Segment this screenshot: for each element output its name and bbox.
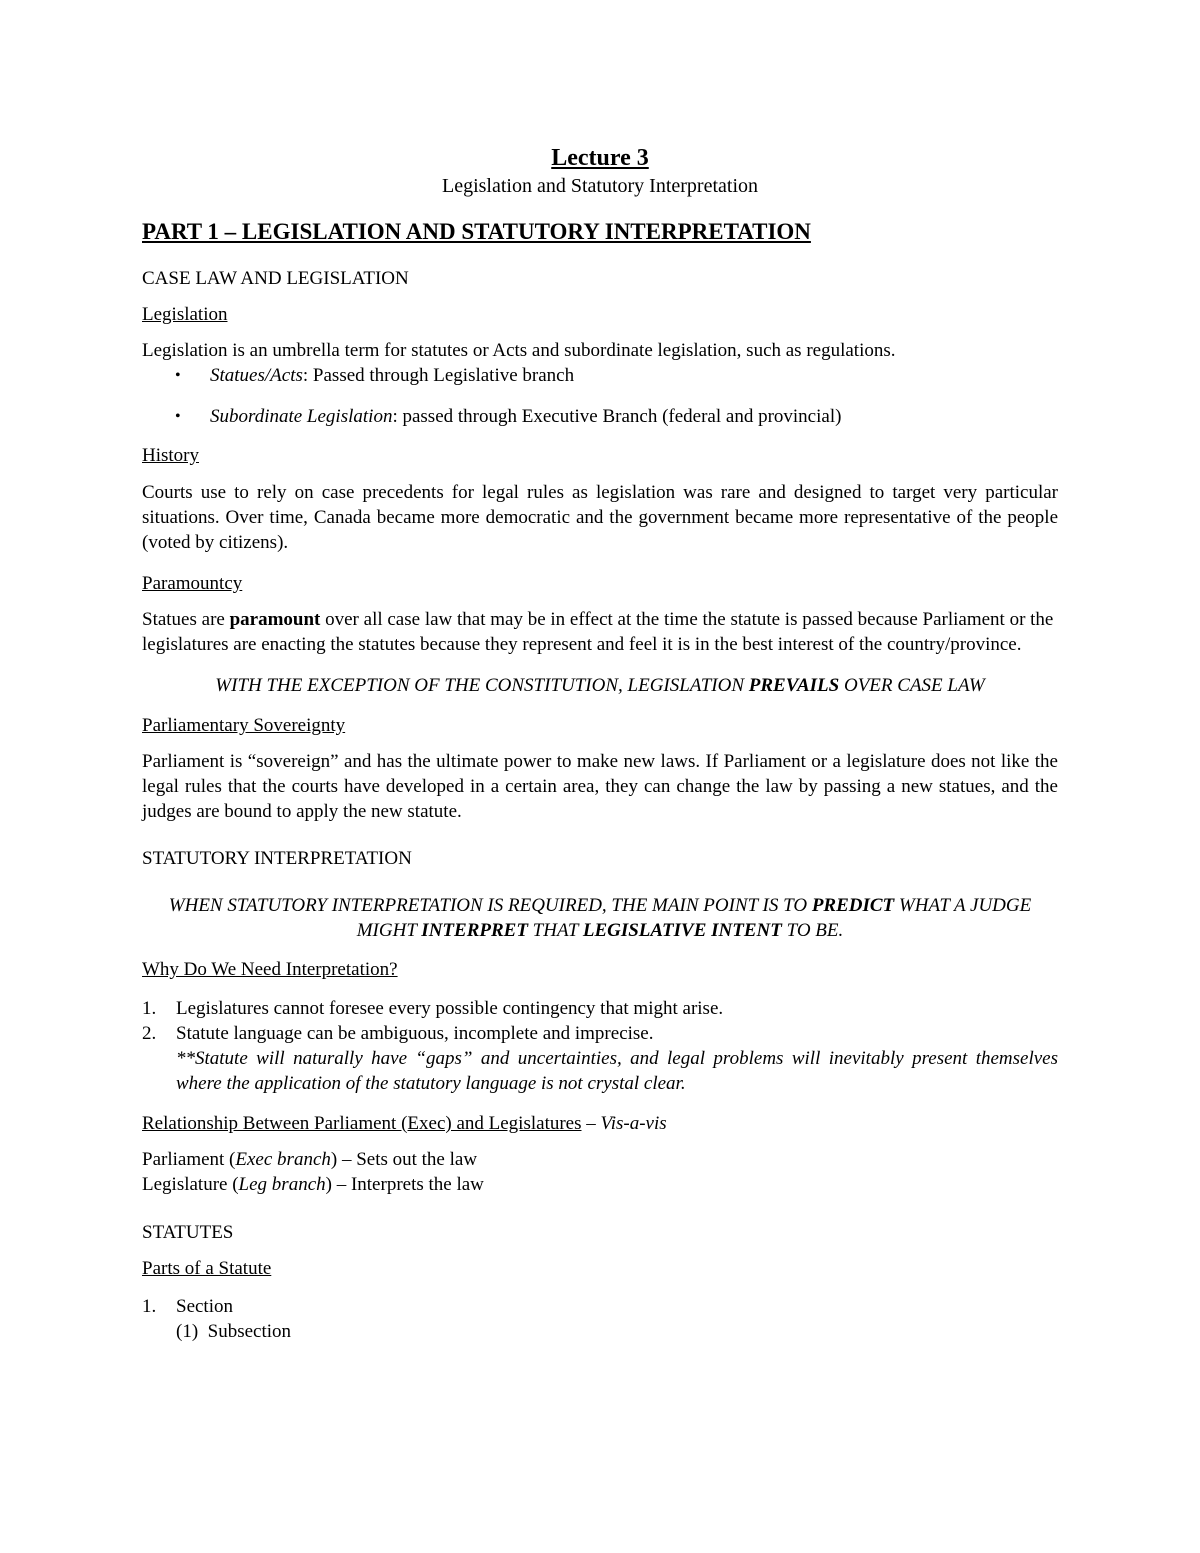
relationship-line-1 — [142, 1147, 1058, 1172]
paramountcy-text-a: Statues are — [142, 609, 230, 630]
bullet-text: : Passed through Legislative branch — [302, 365, 575, 386]
relationship-line-1-a: Parliament ( — [142, 1149, 236, 1170]
legislation-bullet-list — [142, 363, 1058, 429]
bullet-term: Subordinate Legislation — [210, 406, 393, 427]
interpretation-heading: STATUTORY INTERPRETATION — [142, 848, 412, 869]
part1-heading: PART 1 – LEGISLATION AND STATUTORY INTERPRETATION — [142, 219, 811, 244]
relationship-line-2-b: ) – Interprets the law — [325, 1174, 484, 1195]
bullet-term: Statues/Acts — [210, 365, 303, 386]
relationship-dash: – — [581, 1113, 601, 1134]
interpretation-emphasis — [142, 893, 1058, 943]
relationship-subheading — [142, 1111, 1058, 1136]
emphasis-c: WHAT A JUDGE MIGHT — [356, 895, 1032, 941]
subsection-item: (1) Subsection — [176, 1321, 292, 1342]
history-subheading: History — [142, 445, 199, 466]
sovereignty-subheading: Parliamentary Sovereignty — [142, 715, 346, 736]
bullet-icon: • — [175, 408, 181, 425]
why-list — [142, 996, 1058, 1096]
emphasis-a: WHEN STATUTORY INTERPRETATION IS REQUIRED, THE MAIN POINT IS TO — [168, 895, 812, 916]
statutes-heading: STATUTES — [142, 1222, 234, 1243]
list-text: Legislatures cannot foresee every possible contingency that might arise. — [176, 998, 724, 1019]
paramount-word: paramount — [229, 609, 321, 630]
lecture-title: Lecture 3 — [551, 145, 649, 171]
vis-a-vis: Vis-a-vis — [600, 1113, 667, 1134]
history-text: Courts use to rely on case precedents for legal rules as legislation was rare and designed to target very particular situations. Over time, Canada became more democratic and the government became more representative of the people (voted by citizens). — [142, 482, 1058, 553]
legislation-subheading: Legislation — [142, 304, 228, 325]
emphasis-intent: LEGISLATIVE INTENT — [582, 920, 782, 941]
list-text: Statute language can be ambiguous, incomplete and imprecise. — [176, 1023, 654, 1044]
list-number: 1. — [142, 998, 157, 1019]
relationship-line-1-b: ) – Sets out the law — [330, 1149, 478, 1170]
relationship-title: Relationship Between Parliament (Exec) and Legislatures — [142, 1113, 582, 1134]
emphasis-predict: PREDICT — [811, 895, 895, 916]
emphasis-e: THAT — [527, 920, 583, 941]
paramountcy-text — [142, 607, 1058, 657]
list-item — [142, 404, 1058, 429]
case-law-heading: CASE LAW AND LEGISLATION — [142, 268, 409, 289]
prevails-word: PREVAILS — [748, 675, 840, 696]
lecture-subtitle: Legislation and Statutory Interpretation — [441, 175, 759, 197]
why-note: **Statute will naturally have “gaps” and uncertainties, and legal problems will inevitably present themselves where the application of the statutory language is not crystal clear. — [176, 1048, 1058, 1094]
parts-subheading: Parts of a Statute — [142, 1258, 272, 1279]
leg-branch: Leg branch — [238, 1174, 326, 1195]
relationship-line-2-a: Legislature ( — [142, 1174, 239, 1195]
list-item — [142, 363, 1058, 388]
exec-branch: Exec branch — [235, 1149, 331, 1170]
parts-list — [142, 1294, 1058, 1344]
list-number: 1. — [142, 1296, 157, 1317]
bullet-icon: • — [175, 367, 181, 384]
list-text: Section — [176, 1296, 233, 1317]
prevails-emphasis-a: WITH THE EXCEPTION OF THE CONSTITUTION, LEGISLATION — [215, 675, 749, 696]
list-item — [142, 1294, 1058, 1344]
paramountcy-text-b: over all case law that may be in effect at the time the statute is passed because Parliament or the legislatures are enacting the statutes because they represent and feel it is in the best interest of the country/province. — [142, 609, 1054, 655]
relationship-line-2 — [142, 1172, 1058, 1197]
sovereignty-text: Parliament is “sovereign” and has the ultimate power to make new laws. If Parliament or a legislature does not like the legal rules that the courts have developed in a certain area, they can change the law by passing a new statues, and the judges are bound to apply the new statute. — [142, 751, 1058, 822]
paramountcy-subheading: Paramountcy — [142, 573, 243, 594]
prevails-emphasis — [142, 673, 1058, 698]
list-number: 2. — [142, 1023, 157, 1044]
document-body — [142, 143, 1058, 1344]
list-item — [142, 1021, 1058, 1096]
legislation-text: Legislation is an umbrella term for statutes or Acts and subordinate legislation, such as regulations. — [142, 340, 896, 361]
emphasis-g: TO BE. — [781, 920, 844, 941]
emphasis-interpret: INTERPRET — [421, 920, 528, 941]
why-subheading: Why Do We Need Interpretation? — [142, 959, 398, 980]
prevails-emphasis-b: OVER CASE LAW — [839, 675, 985, 696]
bullet-text: : passed through Executive Branch (federal and provincial) — [392, 406, 842, 427]
list-item — [142, 996, 1058, 1021]
